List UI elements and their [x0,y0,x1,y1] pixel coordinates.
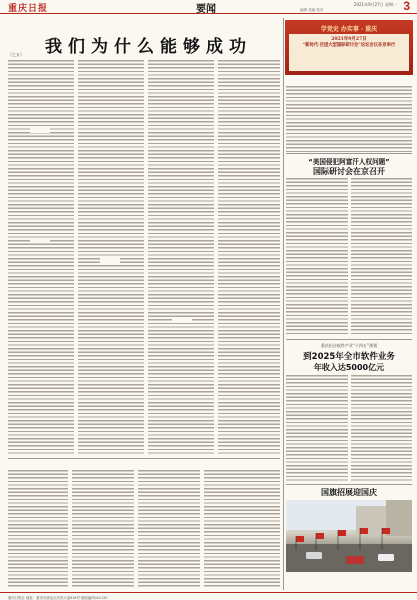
main-article-column-3 [148,60,214,455]
right-article-column-2 [351,178,412,336]
banner-headline: “新时代·百团大型国际研讨会”论坛会议在京举行 [302,43,396,48]
section-mark-2 [30,238,50,243]
banner-date: 2021年9月27日 [331,37,367,42]
street-scene-illustration [286,500,412,572]
bottom-article-2-body [72,470,134,588]
photo-article-title: 国旗招展迎国庆 [321,488,377,497]
software-article-column-1 [286,375,348,481]
right-article-column-1 [286,178,348,336]
section-mark-3 [100,258,120,263]
main-article-bottom-rule [8,458,280,459]
banner-title: 学党史 办实事 · 重庆 [320,26,378,33]
main-headline: 我们为什么能够成功 [45,37,252,57]
party-history-banner [285,20,413,75]
page-footer: 重庆日报社 地址：重庆市渝北区同茂大道416号 邮政编码401120 [0,592,417,600]
bottom-article-1-body [8,470,68,588]
right-mid-rule [286,339,412,340]
software-article-title-line1: 到2025年全市软件业务 [303,352,395,362]
newspaper-logo: 重庆日报 [8,4,49,14]
masthead [0,0,417,14]
right-upper-text [286,86,412,152]
section-mark-1 [30,128,50,133]
right-lower-rule [286,484,412,485]
issue-date: 2021年9月27日 星期一 [353,2,397,7]
editor-line: 编辑 美编 校对 [300,8,324,12]
software-article-kicker: 重庆出台软件产业“十四五”规划 [320,343,378,348]
main-article-column-1 [8,60,74,455]
software-article-column-2 [351,375,412,481]
right-upper-rule [286,153,412,154]
main-article-column-4 [218,60,280,455]
page-number: 3 [403,0,410,13]
main-kicker: （之五） [8,52,24,57]
right-article-title: 国际研讨会在京召开 [313,167,385,176]
banner-box [289,34,409,71]
column-divider [283,18,284,590]
section-mark-4 [172,318,192,323]
software-article-title-line2: 年收入达5000亿元 [313,363,385,372]
national-flags-photo [286,500,412,572]
section-title: 要闻 [196,4,216,15]
right-article-quote-title: “美国侵犯阿富汗人权问题” [308,158,390,166]
bottom-article-4-body [204,470,280,588]
bottom-article-3-body [138,470,200,588]
